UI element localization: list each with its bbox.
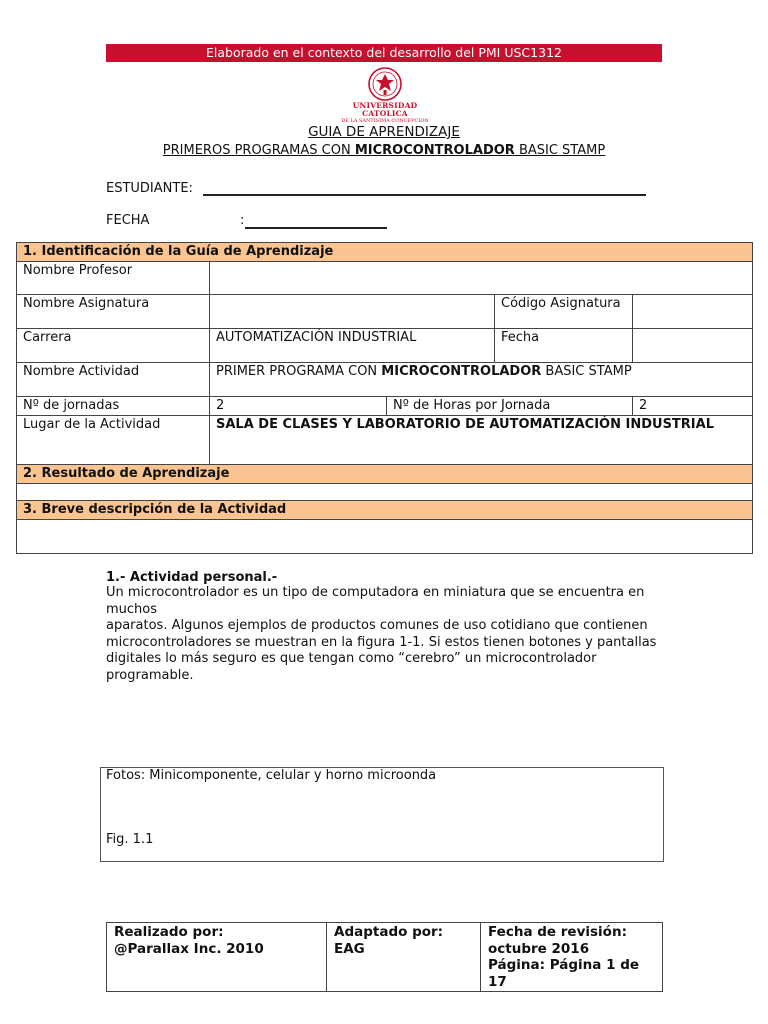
- actividad-row: [17, 363, 753, 397]
- university-logo: [330, 66, 440, 124]
- footer-realizado-cell: [107, 923, 327, 992]
- lugar-value: SALA DE CLASES Y LABORATORIO DE AUTOMATIZACIÓN INDUSTRIAL: [210, 416, 753, 465]
- figure-photos-text: Fotos: Minicomponente, celular y horno microonda: [106, 768, 437, 783]
- profesor-value-cell[interactable]: [210, 262, 753, 295]
- university-name: UNIVERSIDAD CATOLICA: [352, 101, 418, 118]
- section2-body-row: [17, 484, 753, 501]
- carrera-value: AUTOMATIZACIÓN INDUSTRIAL: [210, 329, 495, 363]
- actividad-value: [210, 363, 753, 397]
- section3-body-cell[interactable]: [17, 520, 753, 554]
- jornadas-label: Nº de jornadas: [17, 397, 210, 416]
- section1-header-row: [17, 243, 753, 262]
- actividad-bold: MICROCONTROLADOR: [381, 364, 542, 379]
- jornadas-value: 2: [210, 397, 387, 416]
- adaptado-label: Adaptado por:: [334, 924, 444, 940]
- university-subname: DE LA SANTISIMA CONCEPCION: [341, 118, 429, 124]
- activity-heading: 1.- Actividad personal.-: [106, 570, 278, 585]
- codigo-value-cell[interactable]: [633, 295, 753, 329]
- fecha-table-label: Fecha: [495, 329, 633, 363]
- page-subtitle: [0, 143, 768, 158]
- footer-revision-cell: [481, 923, 663, 992]
- realizado-label: Realizado por:: [114, 924, 224, 940]
- actividad-post: BASIC STAMP: [541, 364, 632, 379]
- profesor-row: [17, 262, 753, 295]
- figure-caption: Fig. 1.1: [106, 832, 154, 847]
- profesor-label: Nombre Profesor: [17, 262, 210, 295]
- lugar-row: [17, 416, 753, 465]
- carrera-row: [17, 329, 753, 363]
- section3-header: 3. Breve descripción de la Actividad: [17, 501, 753, 520]
- footer-row: [107, 923, 663, 992]
- fecha-label: FECHA: [106, 213, 150, 228]
- subtitle-bold: MICROCONTROLADOR: [354, 143, 515, 158]
- actividad-label: Nombre Actividad: [17, 363, 210, 397]
- asignatura-row: [17, 295, 753, 329]
- lugar-label: Lugar de la Actividad: [17, 416, 210, 465]
- university-seal-icon: [367, 66, 403, 102]
- horas-value: 2: [633, 397, 753, 416]
- jornadas-row: [17, 397, 753, 416]
- activity-line: microcontroladores se muestran en la figura 1-1. Si estos tienen botones y pantallas: [106, 634, 657, 650]
- estudiante-input-line[interactable]: [203, 194, 646, 196]
- revision-label: Fecha de revisión:: [488, 924, 627, 940]
- activity-line: Un microcontrolador es un tipo de computadora en miniatura que se encuentra en muchos: [106, 585, 645, 617]
- estudiante-label-text: ESTUDIANTE: [106, 181, 189, 196]
- estudiante-label: [106, 181, 193, 196]
- section3-body-row: [17, 520, 753, 554]
- fecha-input-line[interactable]: [245, 227, 387, 229]
- section3-header-row: [17, 501, 753, 520]
- footer-adaptado-cell: [327, 923, 481, 992]
- section2-header-row: [17, 465, 753, 484]
- fecha-colon: :: [240, 213, 245, 228]
- identification-table: [16, 242, 752, 554]
- revision-value: octubre 2016: [488, 940, 590, 957]
- horas-label: Nº de Horas por Jornada: [387, 397, 633, 416]
- section1-header: 1. Identificación de la Guía de Aprendizaje: [17, 243, 753, 262]
- asignatura-label: Nombre Asignatura: [17, 295, 210, 329]
- subtitle-post: BASIC STAMP: [514, 143, 606, 158]
- section2-body-cell[interactable]: [17, 484, 753, 501]
- section2-header: 2. Resultado de Aprendizaje: [17, 465, 753, 484]
- activity-line: digitales lo más seguro es que tengan como “cerebro” un microcontrolador programable.: [106, 651, 597, 683]
- fecha-value-cell[interactable]: [633, 329, 753, 363]
- page-title: GUIA DE APRENDIZAJE: [308, 124, 460, 140]
- asignatura-value-cell[interactable]: [210, 295, 495, 329]
- activity-paragraph: [106, 585, 666, 684]
- actividad-pre: PRIMER PROGRAMA CON: [216, 364, 382, 379]
- realizado-value: @Parallax Inc. 2010: [114, 940, 264, 957]
- adaptado-value: EAG: [334, 940, 365, 957]
- estudiante-colon: :: [188, 181, 193, 196]
- pagina-value: Página: Página 1 de 17: [488, 957, 640, 990]
- top-banner: Elaborado en el contexto del desarrollo del PMI USC1312: [106, 44, 662, 62]
- subtitle-pre: PRIMEROS PROGRAMAS CON: [162, 143, 355, 158]
- codigo-label: Código Asignatura: [495, 295, 633, 329]
- carrera-label: Carrera: [17, 329, 210, 363]
- activity-line: aparatos. Algunos ejemplos de productos comunes de uso cotidiano que contienen: [106, 618, 648, 633]
- footer-table: [106, 922, 662, 992]
